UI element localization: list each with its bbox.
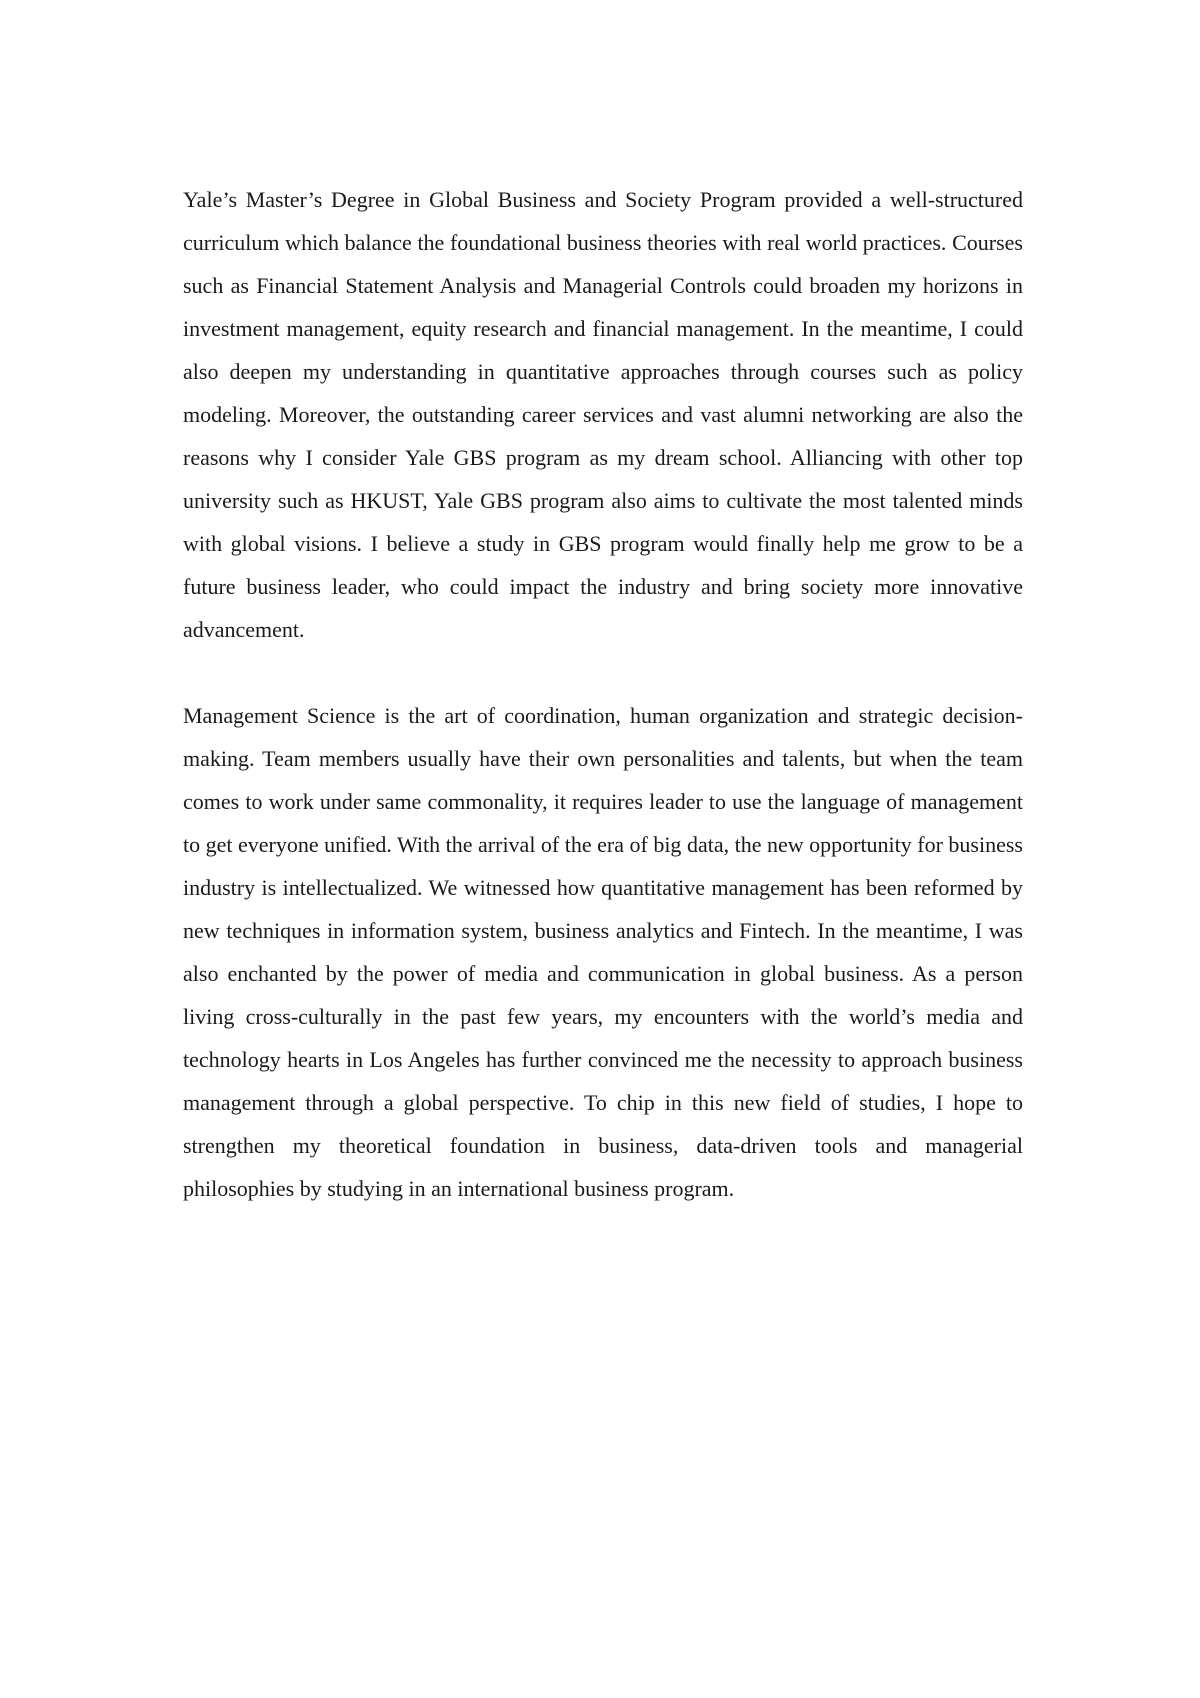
document-body (183, 178, 1023, 1210)
paragraph-management-science: Management Science is the art of coordination, human organization and strategic decision-making. Team members usually have their own personalities and talents, but when the team comes to work under same commonality, it requires leader to use the language of management to get everyone unified. With the arrival of the era of big data, the new opportunity for business industry is intellectualized. We witnessed how quantitative management has been reformed by new techniques in information system, business analytics and Fintech. In the meantime, I was also enchanted by the power of media and communication in global business. As a person living cross-culturally in the past few years, my encounters with the world’s media and technology hearts in Los Angeles has further convinced me the necessity to approach business management through a global perspective. To chip in this new field of studies, I hope to strengthen my theoretical foundation in business, data-driven tools and managerial philosophies by studying in an international business program. (183, 703, 1023, 1201)
paragraph-gbs-program: Yale’s Master’s Degree in Global Business and Society Program provided a well-structured curriculum which balance the foundational business theories with real world practices. Courses such as Financial Statement Analysis and Managerial Controls could broaden my horizons in investment management, equity research and financial management. In the meantime, I could also deepen my understanding in quantitative approaches through courses such as policy modeling. Moreover, the outstanding career services and vast alumni networking are also the reasons why I consider Yale GBS program as my dream school. Alliancing with other top university such as HKUST, Yale GBS program also aims to cultivate the most talented minds with global visions. I believe a study in GBS program would finally help me grow to be a future business leader, who could impact the industry and bring society more innovative advancement. (183, 187, 1023, 642)
